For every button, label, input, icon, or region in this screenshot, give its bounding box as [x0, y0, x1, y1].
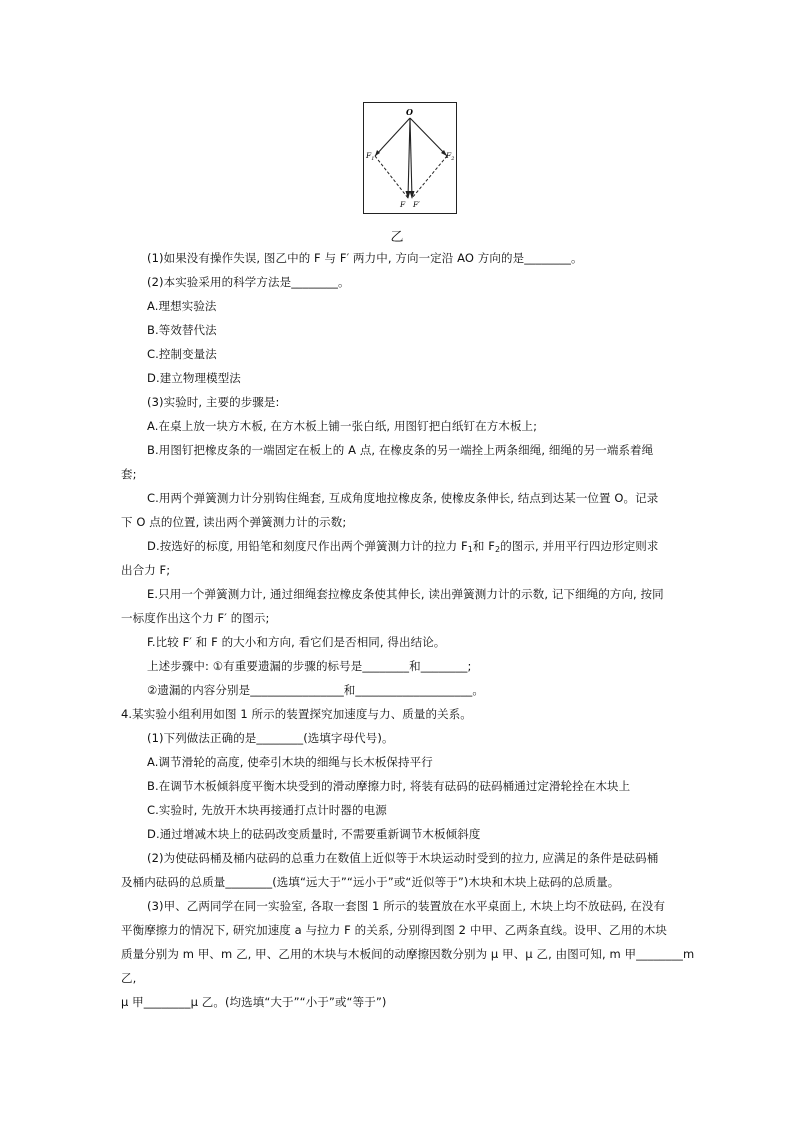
problem-4-q3-line1: (3)甲、乙两同学在同一实验室, 各取一套图 1 所示的装置放在水平桌面上, 木块上均不放砝码, 在没有	[147, 899, 666, 913]
step-a: A.在桌上放一块方木板, 在方木板上铺一张白纸, 用图钉把白纸钉在方木板上;	[147, 419, 538, 433]
step-c-line2: 下 O 点的位置, 读出两个弹簧测力计的示数;	[121, 515, 347, 529]
problem-4-option-a: A.调节滑轮的高度, 使牵引木块的细绳与长木板保持平行	[147, 755, 433, 769]
label-f2: $F_2$	[446, 151, 455, 162]
step-e-line2: 一标度作出这个力 F′ 的图示;	[121, 611, 270, 625]
label-o: O	[406, 107, 413, 117]
problem-4-q2-line1: (2)为使砝码桶及桶内砝码的总重力在数值上近似等于木块运动时受到的拉力, 应满足的条件是砝码桶	[147, 851, 659, 865]
label-fprime: F′	[413, 200, 420, 209]
label-f: F	[400, 200, 406, 209]
option-a: A.理想实验法	[147, 299, 217, 313]
problem-4-q3-line4: 乙,	[121, 971, 137, 985]
figure-caption: 乙	[390, 230, 404, 245]
omission-question-2: ②遗漏的内容分别是________________和____________________。	[147, 683, 485, 697]
step-e-line1: E.只用一个弹簧测力计, 通过细绳套拉橡皮条使其伸长, 读出弹簧测力计的示数, 记下细绳的方向, 按同	[147, 587, 664, 601]
force-parallelogram-figure	[363, 102, 457, 214]
option-c: C.控制变量法	[147, 347, 217, 361]
step-d-line1: D.按选好的标度, 用铅笔和刻度尺作出两个弹簧测力计的拉力 $F_1$和 $F_2$的图示, 并用平行四边形定则求	[147, 539, 659, 554]
option-d: D.建立物理模型法	[147, 371, 241, 385]
omission-question-1: 上述步骤中: ①有重要遗漏的步骤的标号是________和________;	[147, 659, 472, 673]
step-b-line2: 套;	[121, 467, 137, 481]
problem-4-intro: 4.某实验小组利用如图 1 所示的装置探究加速度与力、质量的关系。	[121, 707, 472, 721]
problem-4-q3-line2: 平衡摩擦力的情况下, 研究加速度 a 与拉力 F 的关系, 分别得到图 2 中甲、乙两条直线。设甲、乙用的木块	[121, 923, 668, 937]
problem-4-q2-line2: 及桶内砝码的总质量________(选填“远大于”“远小于”或“近似等于”)木块和木块上砝码的总质量。	[121, 875, 620, 889]
problem-4-option-c: C.实验时, 先放开木块再接通打点计时器的电源	[147, 803, 387, 817]
problem-4-option-d: D.通过增减木块上的砝码改变质量时, 不需要重新调节木板倾斜度	[147, 827, 481, 841]
question-3-2: (2)本实验采用的科学方法是________。	[147, 275, 350, 289]
question-3-3: (3)实验时, 主要的步骤是:	[147, 395, 280, 409]
step-c-line1: C.用两个弹簧测力计分别钩住绳套, 互成角度地拉橡皮条, 使橡皮条伸长, 结点到达某一位置 O。记录	[147, 491, 659, 505]
step-f: F.比较 F′ 和 F 的大小和方向, 看它们是否相同, 得出结论。	[147, 635, 446, 649]
question-3-1: (1)如果没有操作失误, 图乙中的 F 与 F′ 两力中, 方向一定沿 AO 方向的是________。	[147, 251, 583, 265]
problem-4-q3-line3: 质量分别为 m 甲、m 乙, 甲、乙用的木块与木板间的动摩擦因数分别为 μ 甲、μ 乙, 由图可知, m 甲________m	[121, 947, 695, 961]
step-b-line1: B.用图钉把橡皮条的一端固定在板上的 A 点, 在橡皮条的另一端拴上两条细绳, 细绳的另一端系着绳	[147, 443, 654, 457]
problem-4-option-b: B.在调节木板倾斜度平衡木块受到的滑动摩擦力时, 将装有砝码的砝码桶通过定滑轮拴在木块上	[147, 779, 631, 793]
option-b: B.等效替代法	[147, 323, 217, 337]
problem-4-q3-line5: μ 甲________μ 乙。(均选填“大于”“小于”或“等于”)	[121, 995, 387, 1009]
problem-4-q1: (1)下列做法正确的是________(选填字母代号)。	[147, 731, 394, 745]
step-d-line2: 出合力 F;	[121, 563, 171, 577]
label-f1: $F_1$	[366, 151, 375, 162]
